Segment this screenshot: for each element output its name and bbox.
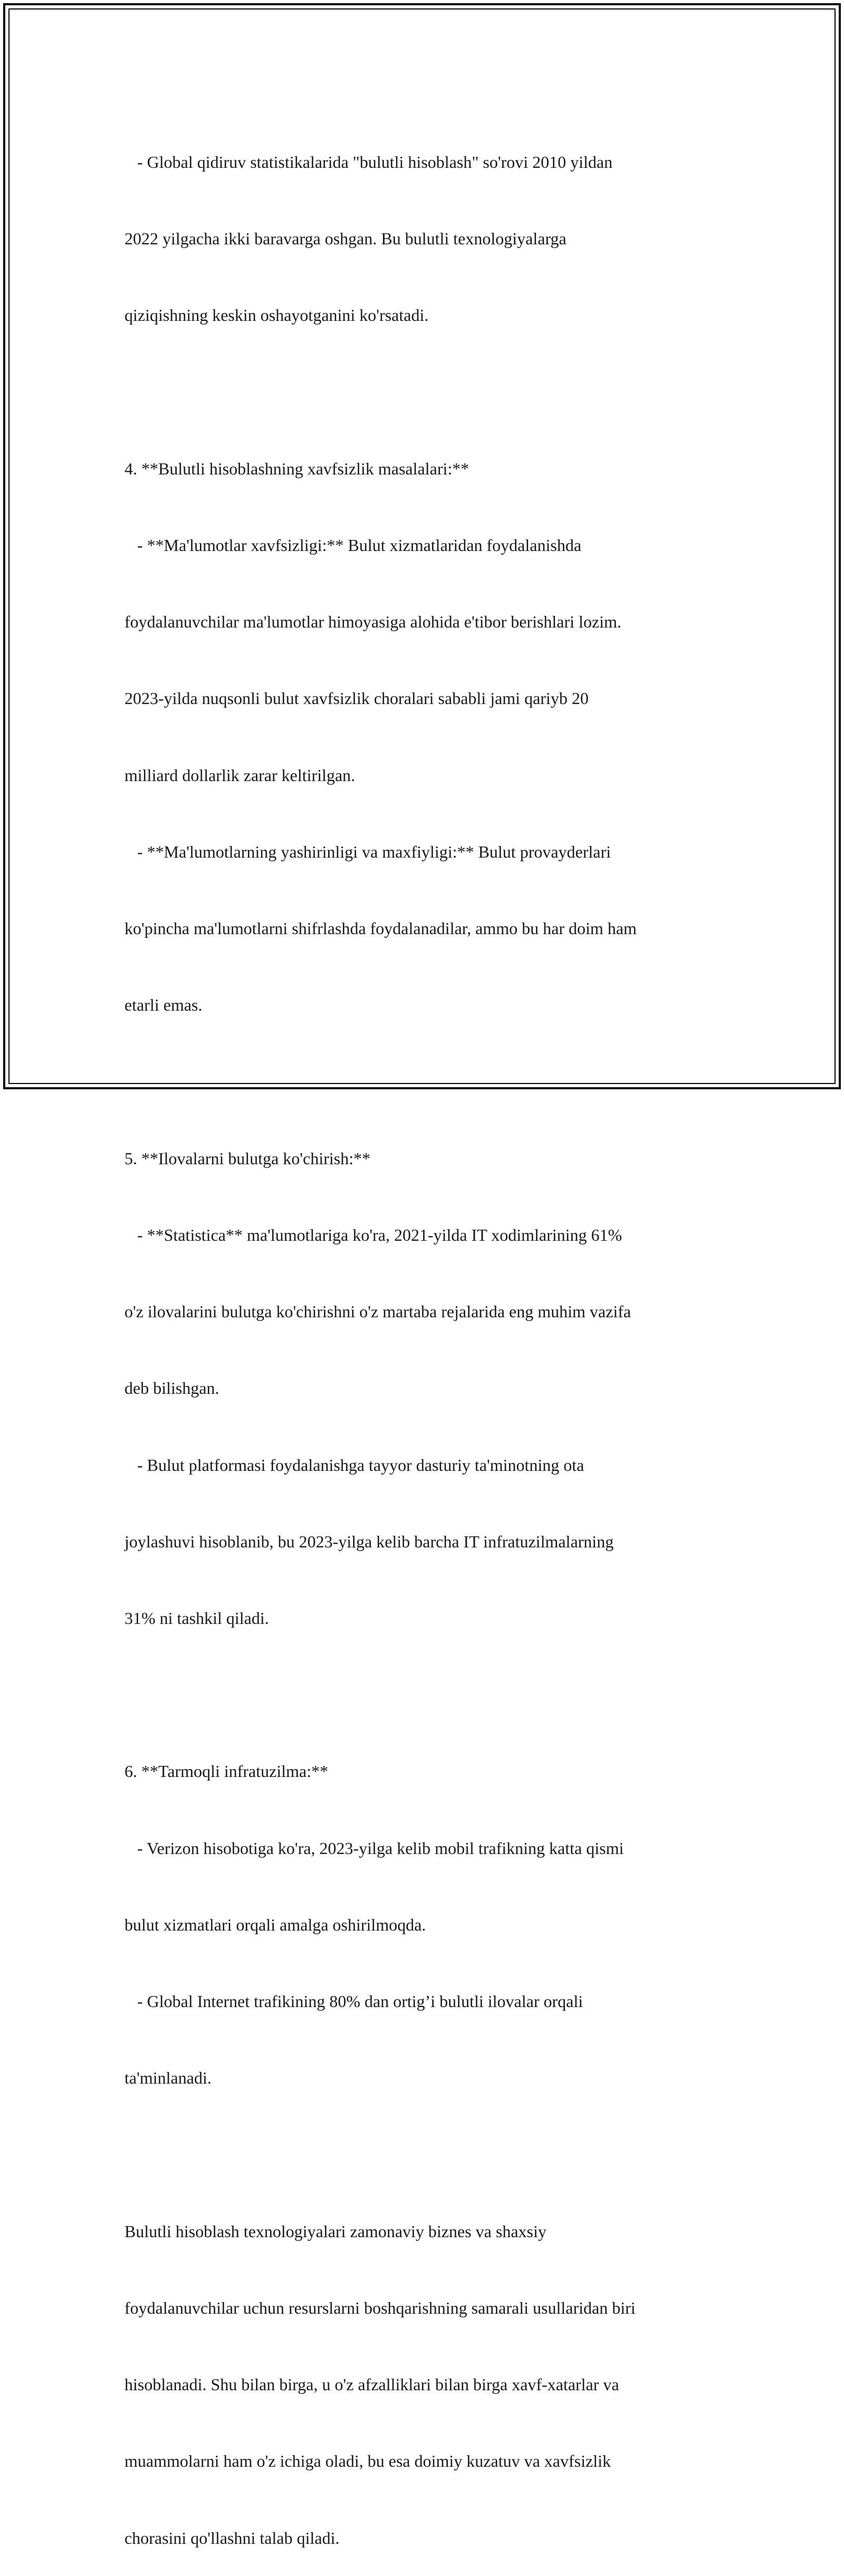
- text-line: ta'minlanadi.: [124, 2068, 212, 2088]
- conclusion-line: Bulutli hisoblash texnologiyalari zamonaviy biznes va shaxsiy: [124, 2221, 546, 2241]
- blank-line: [124, 1069, 721, 1094]
- text-line: deb bilishgan.: [124, 1379, 219, 1398]
- text-line: joylashuvi hisoblanib, bu 2023-yilga kelib barcha IT infratuzilmalarning: [124, 1532, 614, 1551]
- text-line: etarli emas.: [124, 995, 203, 1015]
- text-line: - Global qidiruv statistikalarida "bulutli hisoblash" so'rovi 2010 yildan: [124, 152, 613, 172]
- blank-line: [124, 2142, 721, 2167]
- conclusion-line: foydalanuvchilar uchun resurslarni boshqarishning samarali usullaridan biri: [124, 2298, 636, 2317]
- text-line: - **Ma'lumotlarning yashirinligi va maxfiyligi:** Bulut provayderlari: [124, 842, 611, 861]
- text-line: foydalanuvchilar ma'lumotlar himoyasiga alohida e'tibor berishlari lozim.: [124, 612, 621, 632]
- text-line: qiziqishning keskin oshayotganini ko'rsatadi.: [124, 306, 429, 325]
- section-heading-6: 6. **Tarmoqli infratuzilma:**: [124, 1762, 329, 1781]
- conclusion-line: chorasini qo'llashni talab qiladi.: [124, 2528, 340, 2548]
- text-line: 2023-yilda nuqsonli bulut xavfsizlik choralari sababli jami qariyb 20: [124, 689, 589, 708]
- text-line: - Bulut platformasi foydalanishga tayyor dasturiy ta'minotning ota: [124, 1455, 584, 1475]
- text-line: bulut xizmatlari orqali amalga oshirilmoqda.: [124, 1915, 426, 1934]
- text-line: ko'pincha ma'lumotlarni shifrlashda foydalanadilar, ammo bu har doim ham: [124, 918, 637, 938]
- text-line: 2022 yilgacha ikki baravarga oshgan. Bu bulutli texnologiyalarga: [124, 229, 567, 249]
- section-heading-4: 4. **Bulutli hisoblashning xavfsizlik masalalari:**: [124, 459, 469, 478]
- text-line: o'z ilovalarini bulutga ko'chirishni o'z martaba rejalarida eng muhim vazifa: [124, 1302, 631, 1322]
- document-body: [124, 98, 721, 2576]
- text-line: - Global Internet trafikining 80% dan ortig’i bulutli ilovalar orqali: [124, 1992, 583, 2011]
- blank-line: [124, 1682, 721, 1707]
- blank-line: [124, 379, 721, 404]
- conclusion-line: muammolarni ham o'z ichiga oladi, bu esa doimiy kuzatuv va xavfsizlik: [124, 2451, 611, 2471]
- text-line: - **Statistica** ma'lumotlariga ko'ra, 2021-yilda IT xodimlarining 61%: [124, 1225, 622, 1244]
- text-line: milliard dollarlik zarar keltirilgan.: [124, 765, 356, 785]
- section-heading-5: 5. **Ilovalarni bulutga ko'chirish:**: [124, 1148, 371, 1168]
- text-line: - Verizon hisobotiga ko'ra, 2023-yilga kelib mobil trafikning katta qismi: [124, 1838, 624, 1858]
- text-line: 31% ni tashkil qiladi.: [124, 1608, 269, 1628]
- conclusion-line: hisoblanadi. Shu bilan birga, u o'z afzalliklari bilan birga xavf-xatarlar va: [124, 2375, 619, 2394]
- text-line: - **Ma'lumotlar xavfsizligi:** Bulut xizmatlaridan foydalanishda: [124, 535, 582, 555]
